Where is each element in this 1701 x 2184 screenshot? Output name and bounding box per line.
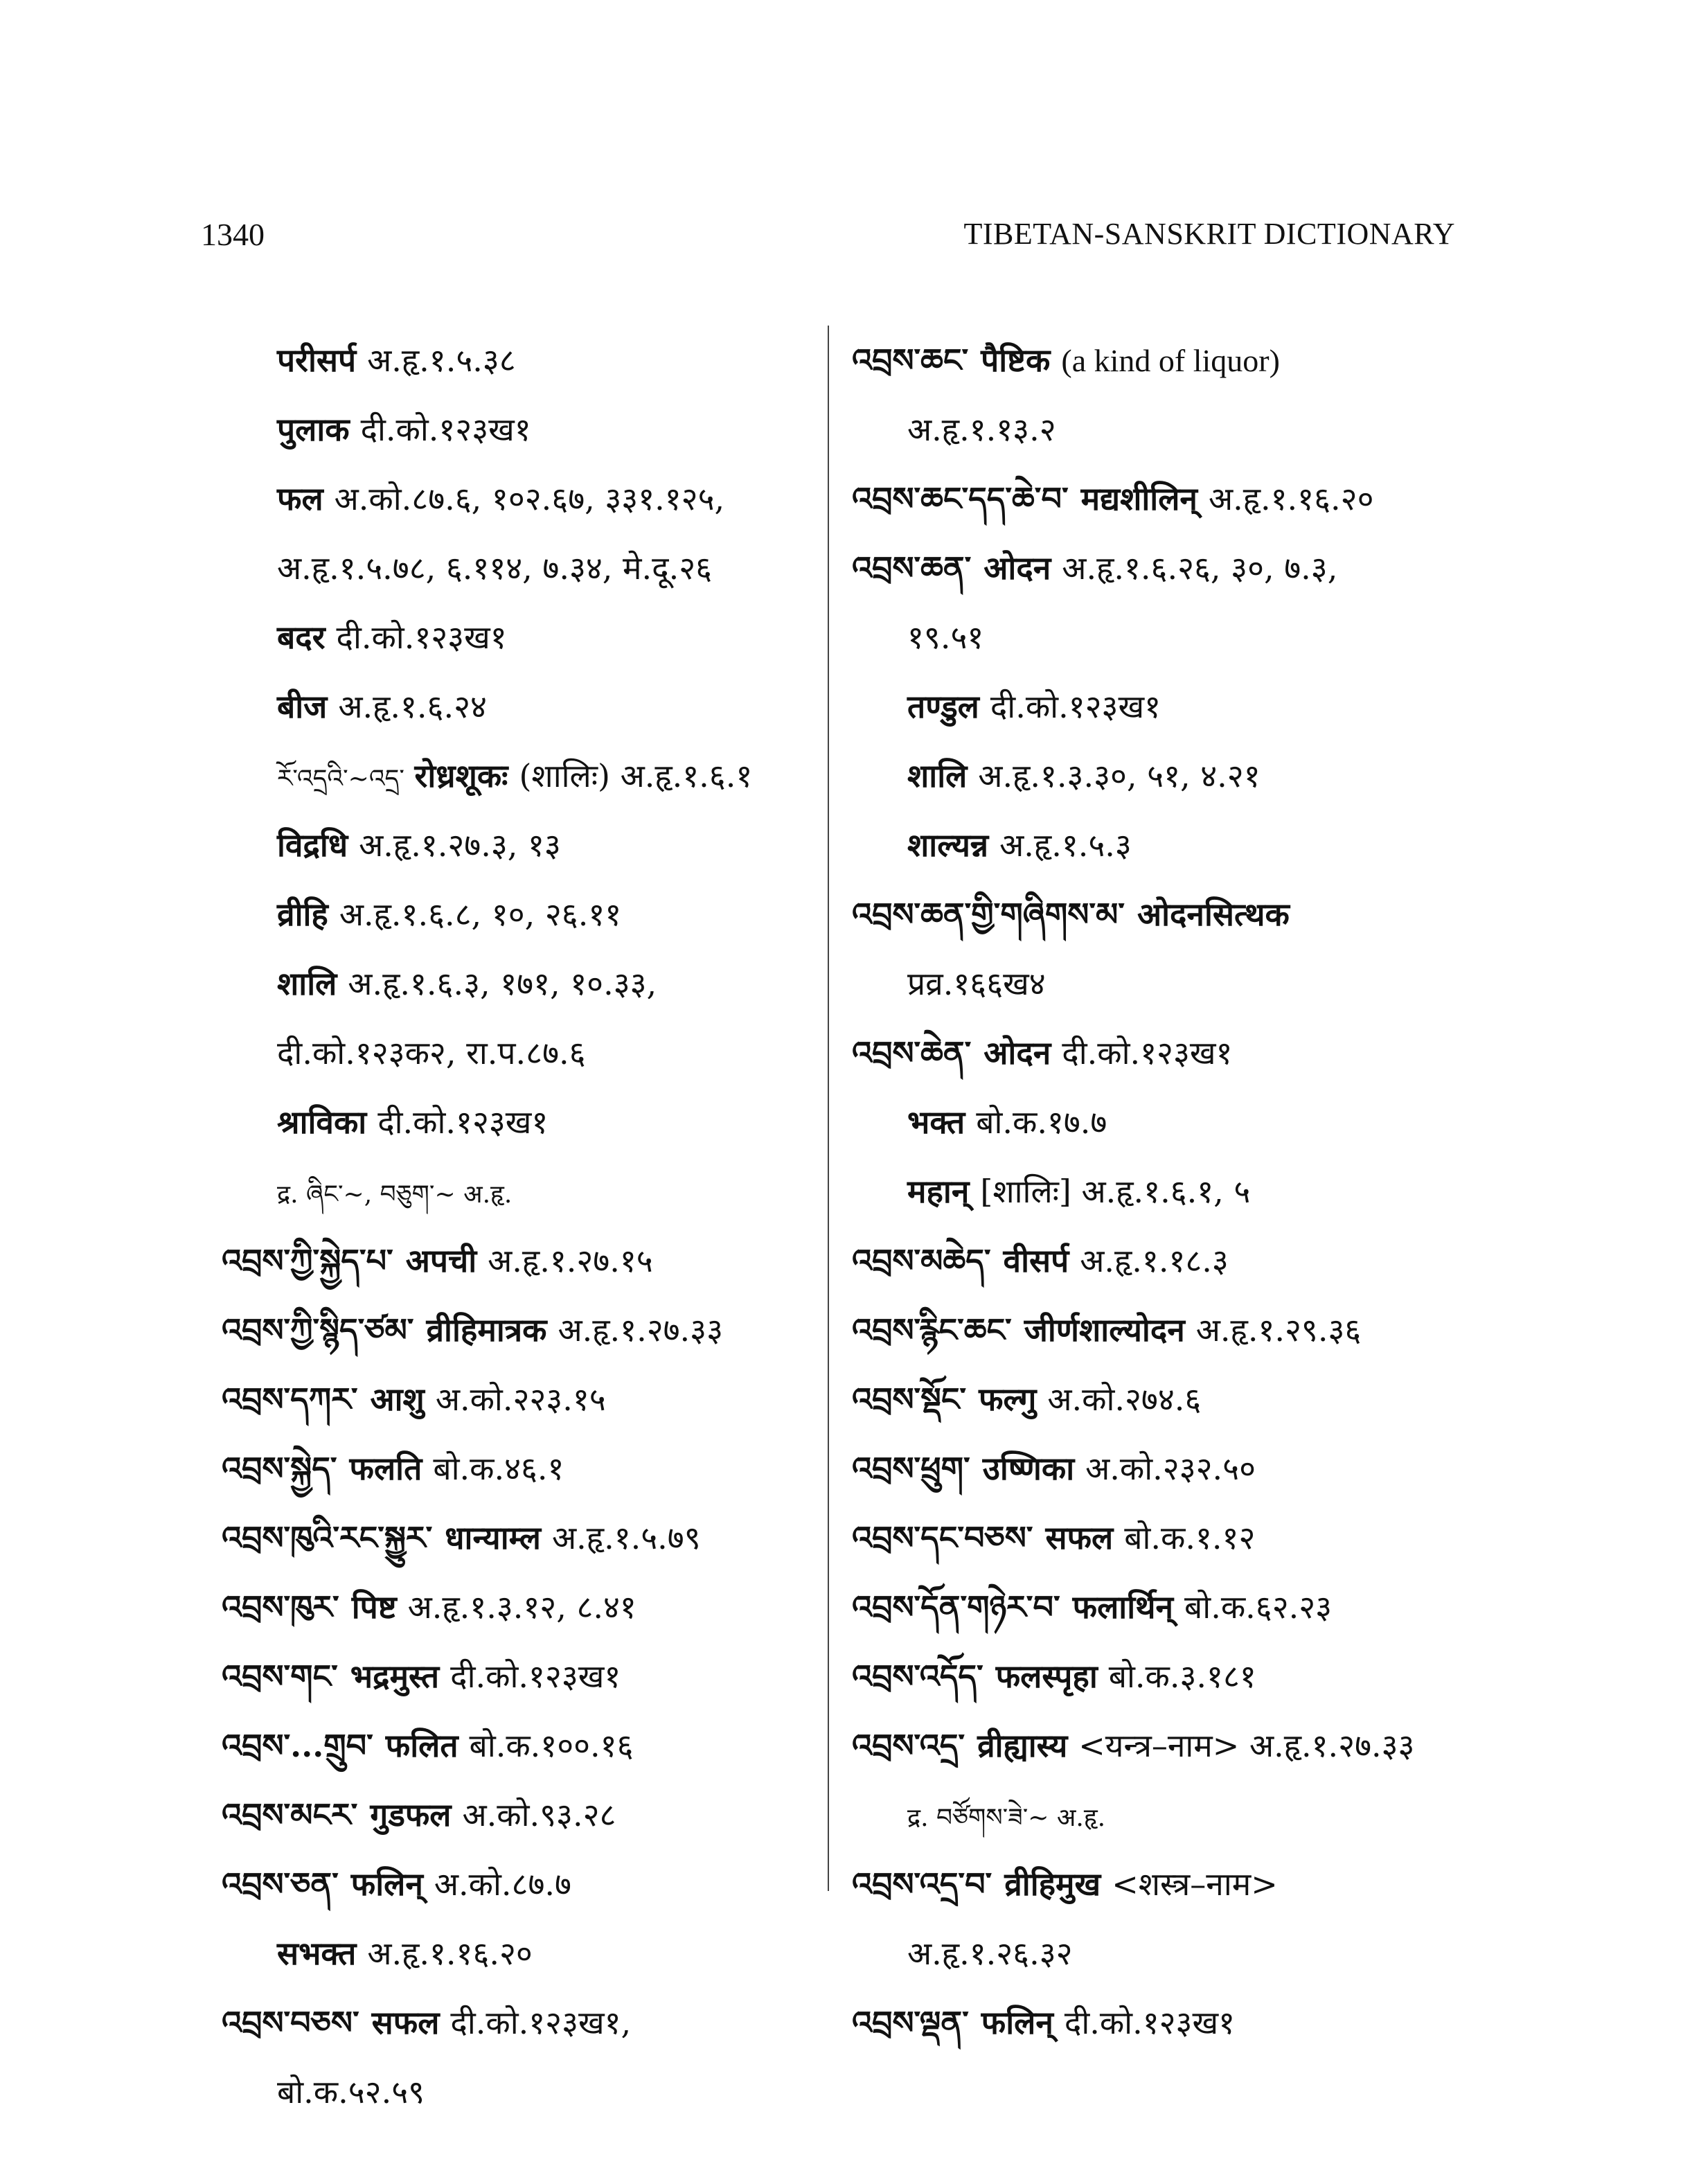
reference: अ.हृ.१.५.७८, ६.११४, ७.३४, मे.दू.२६ — [277, 549, 713, 587]
entry-line — [222, 1780, 817, 1849]
reference: अ.हृ.१.१६.२० — [367, 1935, 533, 1972]
reference: अ.हृ.१.२९.३६ — [1195, 1311, 1362, 1349]
entry-line — [852, 1018, 1475, 1087]
tibetan-headword: འབྲས་ཀྱི་སྐྱེད་པ་ — [222, 1242, 393, 1279]
sanskrit-term: फल्गु — [979, 1380, 1037, 1418]
tibetan-headword: འབྲས་གང་ — [222, 1658, 338, 1695]
right-column — [852, 326, 1475, 2057]
tibetan-headword: འབྲས་ཆན་ — [852, 549, 972, 587]
entry-line — [222, 1157, 817, 1226]
sanskrit-term: श्राविका — [277, 1103, 367, 1141]
entry-line — [852, 1226, 1475, 1295]
reference: अ.हृ.१.१६.२० — [1208, 480, 1374, 517]
left-column — [222, 326, 817, 2127]
entry-line — [852, 949, 1475, 1018]
sanskrit-term: पिष्ट — [351, 1588, 397, 1626]
reference: अ.हृ.१.२७.३, १३ — [359, 826, 561, 864]
tibetan-headword: འབྲས་འདྲ་བ་ — [852, 1865, 992, 1903]
reference: १९.५१ — [907, 619, 984, 656]
sanskrit-term: महान् — [907, 1173, 970, 1210]
reference: अ.को.२२३.१५ — [435, 1380, 606, 1418]
tibetan-headword: འབྲས་དཀར་ — [222, 1380, 358, 1418]
entry-line — [852, 603, 1475, 672]
entry-line — [852, 1849, 1475, 1919]
sanskrit-term: ओदनसित्थक — [1137, 896, 1290, 933]
entry-line — [222, 1988, 817, 2057]
entry-line — [222, 880, 817, 949]
entry-line — [222, 1919, 817, 1988]
reference: दी.को.१२३ख१ — [377, 1103, 549, 1141]
entry-line — [852, 1711, 1475, 1780]
reference: अ.हृ.१.३.३०, ५१, ४.२१ — [978, 757, 1261, 794]
sanskrit-term: सभक्त — [277, 1935, 357, 1972]
tibetan-headword: འབྲས་དང་བཅས་ — [852, 1519, 1033, 1556]
sanskrit-term: फलिन् — [350, 1865, 423, 1903]
sanskrit-term: फलति — [349, 1450, 422, 1487]
entry-line — [222, 1572, 817, 1642]
sanskrit-term: जीर्णशाल्योदन — [1024, 1311, 1185, 1349]
tibetan-headword: འབྲས་ཁུར་ — [222, 1588, 339, 1626]
tibetan-headword: འབྲས་མངར་ — [222, 1796, 358, 1834]
tibetan-headword: འབྲས་ཁུའི་རང་སྐྱུར་ — [222, 1519, 433, 1556]
sanskrit-term: व्रीहिमात्रक — [426, 1311, 547, 1349]
sanskrit-term: भक्त — [907, 1103, 965, 1141]
reference: दी.को.१२३ख१ — [990, 688, 1161, 725]
reference: अ.हृ.१.१३.२ — [907, 411, 1056, 448]
tibetan-headword: འབྲས་བཅས་ — [222, 2004, 359, 2041]
sanskrit-term: उष्णिका — [982, 1450, 1075, 1487]
entry-line — [222, 672, 817, 741]
sanskrit-term: व्रीहिमुख — [1004, 1865, 1101, 1903]
sanskrit-term: सफल — [371, 2004, 440, 2041]
sanskrit-term: मद्यशीलिन् — [1080, 480, 1197, 517]
reference: बो.क.५२.५९ — [277, 2073, 425, 2111]
tibetan-headword: འབྲས་...གྲུབ་ — [222, 1727, 373, 1764]
reference: अ.हृ.१.६.२६, ३०, ७.३, — [1062, 549, 1338, 587]
sanskrit-term: विद्रधि — [277, 826, 348, 864]
entry-line — [852, 1919, 1475, 1988]
tibetan-headword: འབྲས་ཆན་གྱི་གཞིགས་མ་ — [852, 896, 1125, 933]
cross-reference: द्र. བཙོགས་ཟེ་~ अ.हृ. — [907, 1804, 1106, 1832]
entry-line — [852, 1295, 1475, 1365]
tibetan-headword: འབྲས་ཕྲུག་ — [852, 1450, 970, 1487]
tibetan-headword: འབྲས་སྡོང་ — [852, 1380, 967, 1418]
entry-line — [222, 464, 817, 533]
reference: बो.क.१७.७ — [976, 1103, 1107, 1141]
reference: दी.को.१२३ख१, — [450, 2004, 632, 2041]
entry-line — [852, 672, 1475, 741]
sanskrit-term: पैष्टिक — [981, 341, 1051, 379]
sanskrit-term: पुलाक — [277, 411, 350, 448]
reference: अ.हृ.१.१८.३ — [1080, 1242, 1229, 1279]
entry-line — [852, 1503, 1475, 1572]
sanskrit-term: शाल्यन्न — [907, 826, 989, 864]
entry-line — [852, 1087, 1475, 1157]
tibetan-headword: འབྲས་ཀྱི་སྙིད་ཙམ་ — [222, 1311, 414, 1349]
sanskrit-term: बीज — [277, 688, 328, 725]
reference: अ.हृ.१.६.२४ — [338, 688, 487, 725]
reference: बो.क.१००.१६ — [469, 1727, 634, 1764]
entry-line — [222, 1849, 817, 1919]
entry-line — [852, 1434, 1475, 1503]
tibetan-headword: འབྲས་རྙིང་ཆང་ — [852, 1311, 1012, 1349]
reference: अ.को.८७.७ — [434, 1865, 571, 1903]
reference: <शस्त्र–नाम> — [1112, 1865, 1278, 1903]
entry-line — [222, 603, 817, 672]
entry-line — [222, 1434, 817, 1503]
reference: प्रव्र.१६६ख४ — [907, 965, 1046, 1002]
entry-line — [222, 1642, 817, 1711]
sanskrit-term: भद्रमुस्त — [350, 1658, 440, 1695]
tibetan-headword: འབྲས་དོན་གཉེར་བ་ — [852, 1588, 1060, 1626]
sanskrit-term: शालि — [907, 757, 968, 794]
sanskrit-term: धान्याम्ल — [445, 1519, 541, 1556]
sanskrit-term: ओदन — [983, 1034, 1051, 1072]
entry-line — [852, 810, 1475, 880]
tibetan-headword: འབྲས་ཆང་དད་ཆེ་བ་ — [852, 480, 1069, 517]
sanskrit-term: रोध्रशूकः — [414, 757, 508, 794]
sanskrit-term: फलित — [385, 1727, 458, 1764]
entry-line — [222, 949, 817, 1018]
entry-line — [222, 1226, 817, 1295]
reference: बो.क.६२.२३ — [1184, 1588, 1333, 1626]
sanskrit-term: गुडफल — [370, 1796, 452, 1834]
sanskrit-term: व्रीह्यास्य — [977, 1727, 1068, 1764]
entry-line — [222, 395, 817, 464]
entry-line — [852, 533, 1475, 603]
entry-line — [222, 1711, 817, 1780]
reference: अ.को.२३२.५० — [1085, 1450, 1256, 1487]
tibetan-subentry: རོ་འདྲའི་~འདྲ་ — [277, 765, 404, 793]
entry-line — [852, 880, 1475, 949]
entry-line — [222, 1365, 817, 1434]
sanskrit-term: वीसर्प — [1003, 1242, 1069, 1279]
tibetan-headword: འབྲས་འདོད་ — [852, 1658, 983, 1695]
reference: अ.हृ.१.५.७९ — [552, 1519, 701, 1556]
sanskrit-term: व्रीहि — [277, 896, 328, 933]
reference: अ.हृ.१.२६.३२ — [907, 1935, 1073, 1972]
reference: (शालिः) अ.हृ.१.६.१ — [519, 757, 753, 794]
entry-line — [852, 1988, 1475, 2057]
reference: अ.हृ.१.५.३८ — [367, 341, 516, 379]
entry-line — [852, 326, 1475, 395]
entry-line — [222, 741, 817, 810]
tibetan-headword: འབྲས་མཆེད་ — [852, 1242, 991, 1279]
sanskrit-term: आशु — [370, 1380, 425, 1418]
reference: दी.को.१२३ख१ — [1062, 1034, 1233, 1072]
sanskrit-term: परीसर्प — [277, 341, 357, 379]
entry-line — [852, 1365, 1475, 1434]
entry-line — [222, 2057, 817, 2127]
reference: बो.क.१.१२ — [1124, 1519, 1256, 1556]
reference: अ.को.९३.२८ — [462, 1796, 616, 1834]
tibetan-headword: འབྲས་སྐྱེད་ — [222, 1450, 337, 1487]
entry-line — [852, 1572, 1475, 1642]
sanskrit-term: फलार्थिन् — [1072, 1588, 1174, 1626]
reference: दी.को.१२३ख१ — [336, 619, 507, 656]
reference: दी.को.१२३ख१ — [360, 411, 531, 448]
page-number: 1340 — [201, 217, 265, 252]
entry-line — [852, 395, 1475, 464]
entry-line — [222, 533, 817, 603]
tibetan-headword: འབྲས་ལྡན་ — [852, 2004, 969, 2041]
cross-reference: द्र. ཞིང་~, བཅུག་~ अ.हृ. — [277, 1180, 513, 1209]
reference: बो.क.३.१८१ — [1108, 1658, 1256, 1695]
tibetan-headword: འབྲས་ཅན་ — [222, 1865, 339, 1903]
tibetan-headword: འབྲས་འདྲ་ — [852, 1727, 965, 1764]
sanskrit-term: बदर — [277, 619, 326, 656]
sanskrit-term: फल — [277, 480, 323, 517]
entry-line — [222, 1503, 817, 1572]
reference: दी.को.१२३ख१ — [450, 1658, 621, 1695]
reference: अ.हृ.१.५.३ — [999, 826, 1132, 864]
sanskrit-term: तण्डुल — [907, 688, 979, 725]
reference: बो.क.४६.१ — [433, 1450, 564, 1487]
reference: अ.हृ.१.६.३, १७१, १०.३३, — [348, 965, 657, 1002]
reference: अ.को.८७.६, १०२.६७, ३३१.१२५, — [334, 480, 725, 517]
entry-line — [222, 1295, 817, 1365]
entry-line — [222, 326, 817, 395]
sanskrit-term: ओदन — [983, 549, 1051, 587]
entry-line — [852, 741, 1475, 810]
reference: अ.हृ.१.२७.३३ — [558, 1311, 724, 1349]
reference: अ.को.२७४.६ — [1047, 1380, 1202, 1418]
running-title: TIBETAN-SANSKRIT DICTIONARY — [963, 217, 1455, 251]
tibetan-headword: འབྲས་ཆེན་ — [852, 1034, 972, 1072]
tibetan-headword: འབྲས་ཆང་ — [852, 341, 969, 379]
entry-line — [852, 1642, 1475, 1711]
entry-line — [852, 1157, 1475, 1226]
entry-line — [222, 810, 817, 880]
entry-line — [222, 1018, 817, 1087]
sanskrit-term: शालि — [277, 965, 337, 1002]
reference: दी.को.१२३ख१ — [1064, 2004, 1236, 2041]
entry-line — [852, 464, 1475, 533]
reference: अ.हृ.१.६.८, १०, २६.११ — [339, 896, 622, 933]
sanskrit-term: अपची — [405, 1242, 477, 1279]
column-divider — [828, 326, 829, 1891]
entry-line — [852, 1780, 1475, 1849]
reference: अ.हृ.१.३.१२, ८.४१ — [407, 1588, 636, 1626]
reference: <यन्त्र–नाम> अ.हृ.१.२७.३३ — [1078, 1727, 1415, 1764]
entry-line — [222, 1087, 817, 1157]
reference: दी.को.१२३क२, रा.प.८७.६ — [277, 1034, 586, 1072]
english-gloss: (a kind of liquor) — [1061, 343, 1280, 378]
reference: [शालिः] अ.हृ.१.६.१, ५ — [980, 1173, 1251, 1210]
sanskrit-term: सफल — [1045, 1519, 1114, 1556]
sanskrit-term: फलिन् — [981, 2004, 1053, 2041]
reference: अ.हृ.१.२७.१५ — [488, 1242, 653, 1279]
sanskrit-term: फलस्पृहा — [995, 1658, 1098, 1695]
